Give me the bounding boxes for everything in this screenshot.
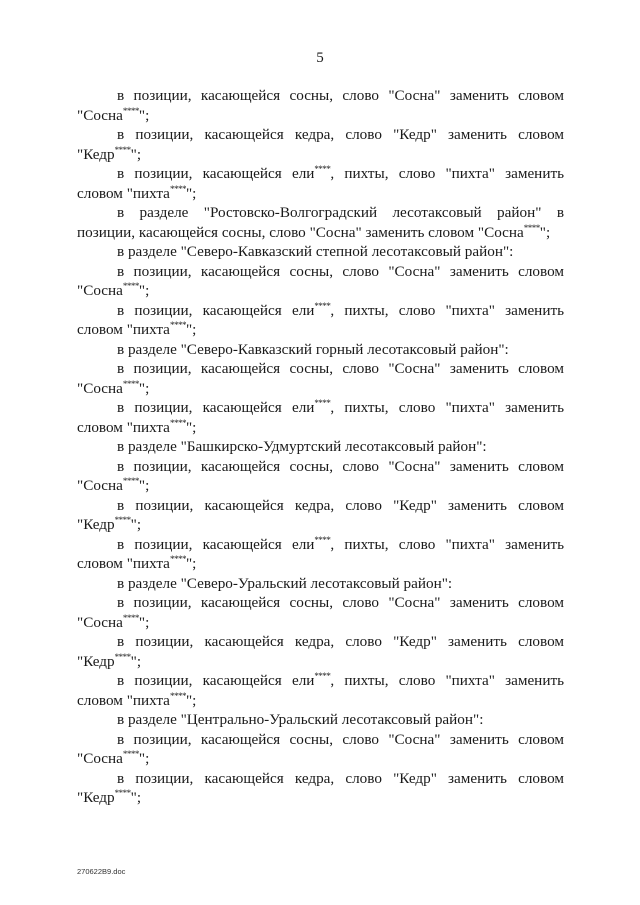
text-segment: "; bbox=[130, 789, 142, 806]
paragraph bbox=[77, 262, 564, 301]
footnote-marker: **** bbox=[314, 398, 331, 408]
footnote-marker: **** bbox=[114, 515, 131, 525]
text-segment: в позиции, касающейся ели bbox=[117, 672, 315, 689]
footnote-marker: **** bbox=[122, 612, 139, 623]
text-segment: "; bbox=[138, 613, 150, 631]
paragraph bbox=[77, 164, 564, 203]
page-number: 5 bbox=[316, 50, 324, 66]
footnote-marker: **** bbox=[122, 476, 139, 486]
text-segment: "; bbox=[185, 321, 197, 338]
text-segment: в позиции, касающейся ели bbox=[117, 399, 315, 416]
paragraph bbox=[77, 203, 564, 242]
footnote-marker: **** bbox=[169, 417, 186, 428]
footnote-marker: **** bbox=[314, 534, 331, 545]
text-segment: "; bbox=[185, 691, 197, 709]
text-segment: , пихты, слово "пихта" заменить словом "пихта bbox=[77, 301, 565, 338]
footnote-marker: **** bbox=[314, 164, 331, 174]
footer-file-code: 270622В9.doc bbox=[77, 867, 126, 876]
footnote-marker: **** bbox=[114, 651, 131, 662]
paragraph bbox=[77, 730, 564, 769]
text-segment: в разделе "Северо-Уральский лесотаксовый район": bbox=[117, 574, 453, 592]
footnote-marker: **** bbox=[114, 788, 131, 798]
paragraph bbox=[77, 671, 564, 710]
text-segment: "; bbox=[138, 477, 150, 494]
text-segment: в разделе "Башкирско-Удмуртский лесотаксовый район": bbox=[117, 438, 487, 455]
footnote-marker: **** bbox=[122, 105, 139, 116]
footnote-marker: **** bbox=[314, 671, 331, 681]
text-segment: , пихты, слово "пихта" заменить словом "пихта bbox=[77, 399, 565, 436]
footnote-marker: **** bbox=[122, 749, 139, 759]
footnote-marker: **** bbox=[122, 378, 139, 389]
paragraph bbox=[77, 574, 564, 594]
text-segment: в позиции, касающейся сосны, слово "Сосна" заменить словом "Сосна bbox=[77, 87, 564, 124]
text-segment: "; bbox=[138, 106, 150, 124]
text-segment: "; bbox=[539, 223, 551, 241]
footnote-marker: **** bbox=[169, 320, 186, 330]
text-segment: , пихты, слово "пихта" заменить словом "пихта bbox=[77, 672, 565, 709]
text-segment: в позиции, касающейся сосны, слово "Сосна" заменить словом "Сосна bbox=[77, 457, 564, 494]
text-segment: в разделе "Северо-Кавказский горный лесотаксовый район": bbox=[117, 340, 509, 358]
text-segment: "; bbox=[130, 516, 142, 533]
paragraph bbox=[77, 496, 564, 535]
paragraph bbox=[77, 437, 564, 457]
text-segment: "; bbox=[130, 145, 142, 163]
paragraph bbox=[77, 769, 564, 808]
paragraph bbox=[77, 593, 564, 632]
text-segment: "; bbox=[130, 652, 142, 670]
text-segment: в разделе "Ростовско-Волгоградский лесотаксовый район" в позиции, касающейся сосны, слово "Сосна" заменить словом "Сосна bbox=[77, 204, 564, 241]
paragraph bbox=[77, 398, 564, 437]
text-segment: в позиции, касающейся сосны, слово "Сосна" заменить словом "Сосна bbox=[77, 360, 564, 397]
footnote-marker: **** bbox=[169, 183, 186, 194]
text-segment: "; bbox=[138, 282, 150, 299]
text-segment: "; bbox=[138, 750, 150, 767]
text-segment: , пихты, слово "пихта" заменить словом "пихта bbox=[77, 535, 565, 572]
footnote-marker: **** bbox=[523, 222, 540, 233]
text-segment: "; bbox=[138, 379, 150, 397]
text-segment: "; bbox=[185, 418, 197, 436]
text-segment: в позиции, касающейся кедра, слово "Кедр" заменить словом "Кедр bbox=[77, 496, 564, 533]
document-body bbox=[77, 86, 564, 808]
text-segment: в позиции, касающейся кедра, слово "Кедр" заменить словом "Кедр bbox=[77, 769, 564, 806]
text-segment: в позиции, касающейся сосны, слово "Сосна" заменить словом "Сосна bbox=[77, 594, 564, 631]
footnote-marker: **** bbox=[314, 300, 331, 311]
text-segment: "; bbox=[185, 184, 197, 202]
paragraph bbox=[77, 632, 564, 671]
paragraph bbox=[77, 125, 564, 164]
text-segment: в позиции, касающейся кедра, слово "Кедр" заменить словом "Кедр bbox=[77, 633, 564, 670]
footnote-marker: **** bbox=[114, 144, 131, 155]
paragraph bbox=[77, 535, 564, 574]
text-segment: в позиции, касающейся ели bbox=[117, 535, 315, 553]
text-segment: , пихты, слово "пихта" заменить словом "пихта bbox=[77, 165, 565, 202]
paragraph bbox=[77, 301, 564, 340]
paragraph bbox=[77, 340, 564, 360]
text-segment: в позиции, касающейся ели bbox=[117, 301, 315, 319]
text-segment: в позиции, касающейся кедра, слово "Кедр" заменить словом "Кедр bbox=[77, 126, 564, 163]
footnote-marker: **** bbox=[169, 690, 186, 701]
text-segment: в позиции, касающейся сосны, слово "Сосна" заменить словом "Сосна bbox=[77, 262, 564, 299]
text-segment: в разделе "Центрально-Уральский лесотаксовый район": bbox=[117, 711, 484, 728]
text-segment: в разделе "Северо-Кавказский степной лесотаксовый район": bbox=[117, 243, 514, 260]
text-segment: в позиции, касающейся сосны, слово "Сосна" заменить словом "Сосна bbox=[77, 730, 564, 767]
paragraph bbox=[77, 242, 564, 262]
paragraph bbox=[77, 457, 564, 496]
text-segment: в позиции, касающейся ели bbox=[117, 165, 315, 182]
footnote-marker: **** bbox=[169, 554, 186, 564]
text-segment: "; bbox=[185, 555, 197, 572]
paragraph bbox=[77, 359, 564, 398]
paragraph bbox=[77, 86, 564, 125]
paragraph bbox=[77, 710, 564, 730]
footnote-marker: **** bbox=[122, 281, 139, 291]
